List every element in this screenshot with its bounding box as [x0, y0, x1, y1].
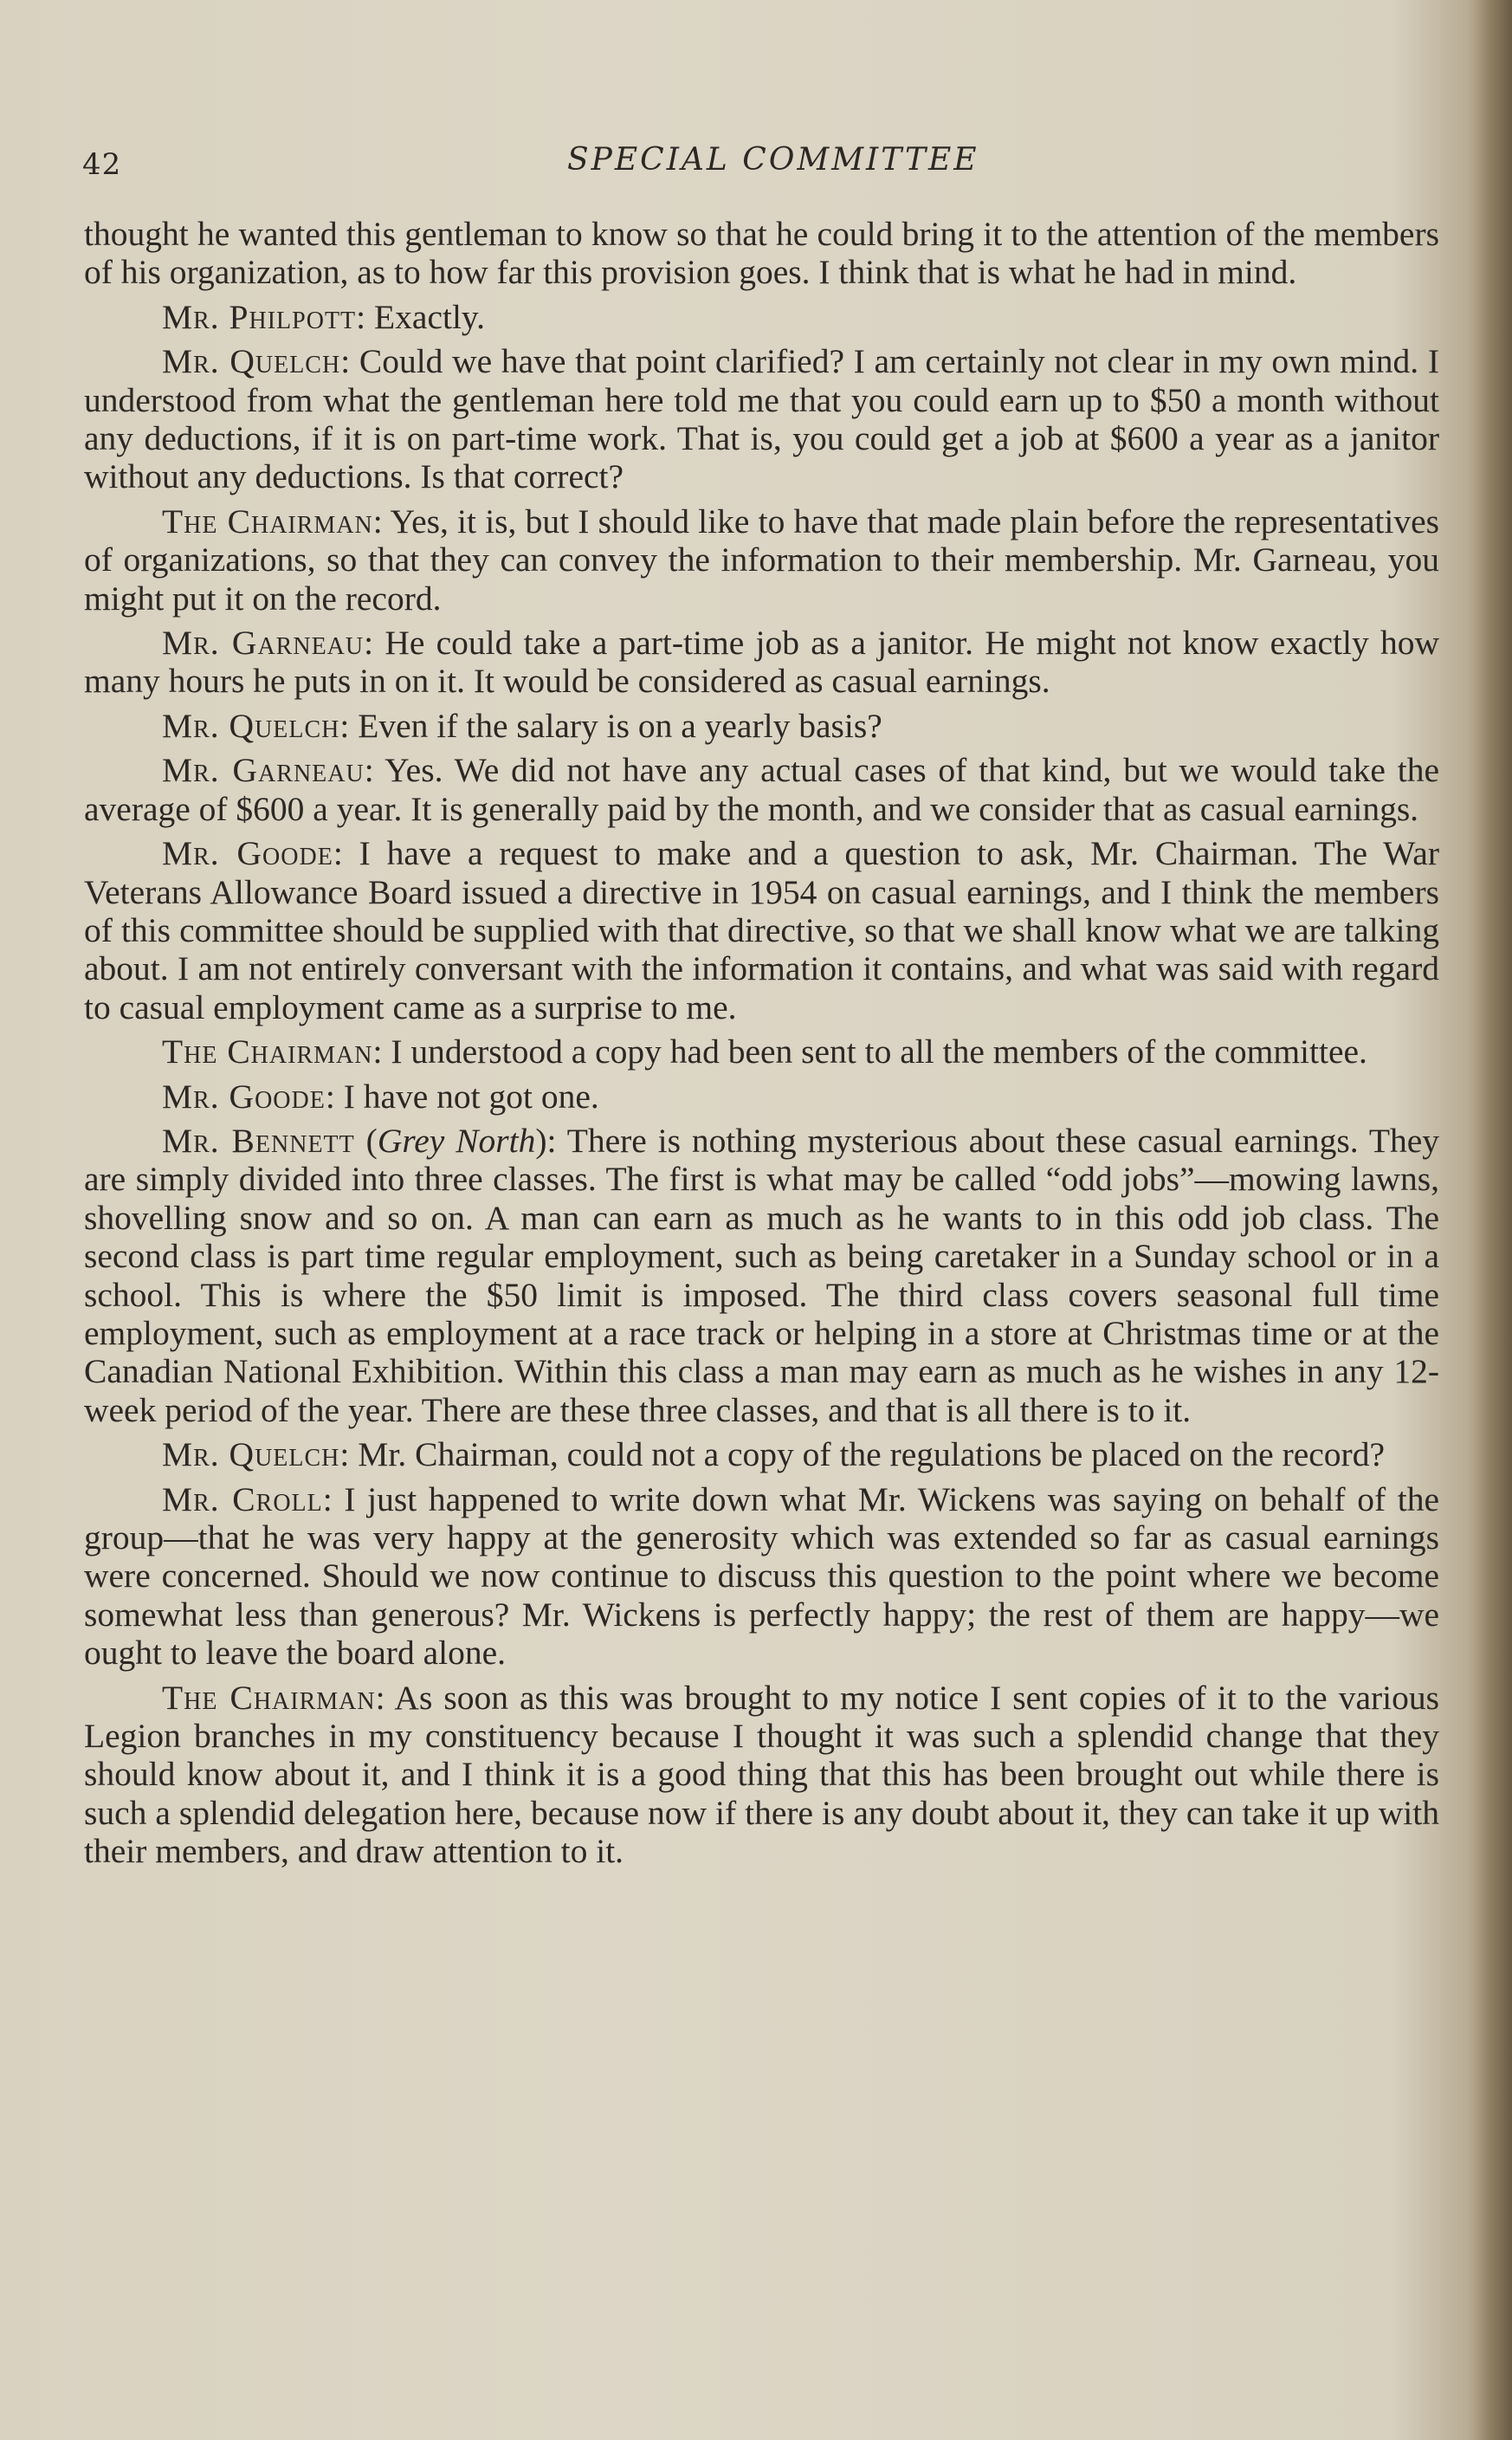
paragraph-text: Mr. Chairman, could not a copy of the regulations be placed on the record? [358, 1435, 1385, 1474]
paragraph: Mr. Goode: I have not got one. [162, 1077, 599, 1116]
running-title: SPECIAL COMMITTEE [567, 142, 979, 178]
book-spine-edge [1472, 0, 1512, 2440]
paragraph-text: thought he wanted this gentleman to know so that he could bring it to the attention of the members of his organization, as to how far this provision goes. I think that is what he had in mind. [84, 215, 1439, 292]
paragraph-text: I just happened to write down what Mr. Wickens was saying on behalf of the group—that he was very happy at the generosity which was extended so far as casual earnings were concerned. Should we now continue to discuss this question to the point where we become somewhat less than generous? Mr. Wickens is perfectly happy; the rest of them are happy—we ought to leave the board alone. [84, 1479, 1439, 1673]
paragraph: Mr. Philpott: Exactly. [162, 297, 485, 336]
paragraph: Mr. Quelch: Mr. Chairman, could not a copy of the regulations be placed on the record? [162, 1435, 1385, 1474]
speaker-name: Mr. Goode [162, 834, 333, 873]
speaker-name: Mr. Bennett [162, 1121, 355, 1160]
speaker-name: Mr. Quelch [162, 706, 340, 745]
paragraph-text: He could take a part-time job as a janitor. He might not know exactly how many hours he puts in on it. It would be considered as casual earnings. [84, 624, 1439, 701]
paragraph: Mr. Quelch: Even if the salary is on a yearly basis? [162, 706, 882, 745]
speaker-name: Mr. Goode [162, 1077, 326, 1116]
paragraph [84, 215, 1439, 292]
paragraph: Mr. Quelch: Could we have that point clarified? I am certainly not clear in my own mind. I understood from what the gentleman here told me that you could earn up to $50 a month without any deductions, if it is on part-time work. That is, you could get a job at $600 a year as a janitor without any deductions. Is that correct? [84, 342, 1439, 496]
paragraph-text: Could we have that point clarified? I am certainly not clear in my own mind. I understood from what the gentleman here told me that you could earn up to $50 a month without any deductions, if it is on part-time work. That is, you could get a job at $600 a year as a janitor without any deductions. Is that correct? [84, 342, 1439, 496]
transcript-body [84, 215, 1439, 1877]
paragraph-text: There is nothing mysterious about these casual earnings. They are simply divided into three classes. The first is what may be called “odd jobs”—mowing lawns, shovelling snow and so on. A man can earn as much as he wants to in this odd job class. The second class is part time regular employment, such as being caretaker in a Sunday school or in a school. This is where the $50 limit is imposed. The third class covers seasonal full time employment, such as employment at a race track or helping in a store at Christmas time or at the Canadian National Exhibition. Within this class a man may earn as much as he wishes in any 12-week period of the year. There are these three classes, and that is all there is to it. [84, 1121, 1440, 1429]
paragraph-text: I have a request to make and a question to ask, Mr. Chairman. The War Veterans Allowance Board issued a directive in 1954 on casual earnings, and I think the members of this committee should be supplied with that directive, so that we shall know what we are talking about. I am not entirely conversant with the information it contains, and what was said with regard to casual employment came as a surprise to me. [84, 834, 1439, 1026]
paragraph: Mr. Garneau: Yes. We did not have any actual cases of that kind, but we would take the average of $600 a year. It is generally paid by the month, and we consider that as casual earnings. [84, 751, 1439, 828]
paragraph-text: As soon as this was brought to my notice I sent copies of it to the various Legion branches in my constituency because I thought it was such a splendid change that they should know about it, and I think it is a good thing that this has been brought out while there is such a splendid delegation here, because now if there is any doubt about it, they can take it up with their members, and draw attention to it. [84, 1678, 1440, 1871]
speaker-name: Mr. Philpott [162, 297, 357, 336]
paragraph-text: Yes. We did not have any actual cases of that kind, but we would take the average of $600 a year. It is generally paid by the month, and we consider that as casual earnings. [84, 751, 1439, 828]
speaker-riding: Grey North [377, 1121, 536, 1160]
paragraph: Mr. Bennett (Grey North): There is nothing mysterious about these casual earnings. They are simply divided into three classes. The first is what may be called “odd jobs”—mowing lawns, shovelling snow and so on. A man can earn as much as he wants to in this odd job class. The second class is part time regular employment, such as being caretaker in a Sunday school or in a school. This is where the $50 limit is imposed. The third class covers seasonal full time employment, such as employment at a race track or helping in a store at Christmas time or at the Canadian National Exhibition. Within this class a man may earn as much as he wishes in any 12-week period of the year. There are these three classes, and that is all there is to it. [84, 1121, 1440, 1429]
paragraph-text: Even if the salary is on a yearly basis? [358, 706, 882, 745]
paragraph-text: I understood a copy had been sent to all the members of the committee. [391, 1032, 1367, 1071]
speaker-name: Mr. Croll [162, 1479, 323, 1518]
page-header [82, 142, 1433, 191]
paragraph: The Chairman: Yes, it is, but I should like to have that made plain before the representatives of organizations, so that they can convey the information to their membership. Mr. Garneau, you might put it on the record. [84, 502, 1440, 618]
paragraph-text: Yes, it is, but I should like to have that made plain before the representatives of organizations, so that they can convey the information to their membership. Mr. Garneau, you might put it on the record. [84, 502, 1440, 618]
paragraph-text: Exactly. [374, 297, 485, 336]
speaker-name: The Chairman [162, 1678, 376, 1717]
paragraph: The Chairman: As soon as this was brought to my notice I sent copies of it to the various Legion branches in my constituency because I thought it was such a splendid change that they should know about it, and I think it is a good thing that this has been brought out while there is such a splendid delegation here, because now if there is any doubt about it, they can take it up with their members, and draw attention to it. [84, 1678, 1440, 1871]
paragraph: Mr. Croll: I just happened to write down what Mr. Wickens was saying on behalf of the group—that he was very happy at the generosity which was extended so far as casual earnings were concerned. Should we now continue to discuss this question to the point where we become somewhat less than generous? Mr. Wickens is perfectly happy; the rest of them are happy—we ought to leave the board alone. [84, 1479, 1439, 1673]
speaker-name: Mr. Garneau [162, 624, 365, 663]
speaker-name: The Chairman [162, 1032, 373, 1071]
paragraph: Mr. Goode: I have a request to make and a question to ask, Mr. Chairman. The War Veterans Allowance Board issued a directive in 1954 on casual earnings, and I think the members of this committee should be supplied with that directive, so that we shall know what we are talking about. I am not entirely conversant with the information it contains, and what was said with regard to casual employment came as a surprise to me. [84, 834, 1439, 1026]
speaker-name: Mr. Quelch [162, 1435, 340, 1474]
paragraph-text: I have not got one. [343, 1077, 599, 1116]
speaker-name: Mr. Quelch [162, 342, 341, 381]
speaker-name: The Chairman [162, 502, 373, 540]
paragraph: Mr. Garneau: He could take a part-time job as a janitor. He might not know exactly how many hours he puts in on it. It would be considered as casual earnings. [84, 624, 1439, 701]
paragraph: The Chairman: I understood a copy had been sent to all the members of the committee. [162, 1032, 1367, 1071]
page-number: 42 [82, 147, 122, 182]
speaker-name: Mr. Garneau [162, 751, 365, 790]
